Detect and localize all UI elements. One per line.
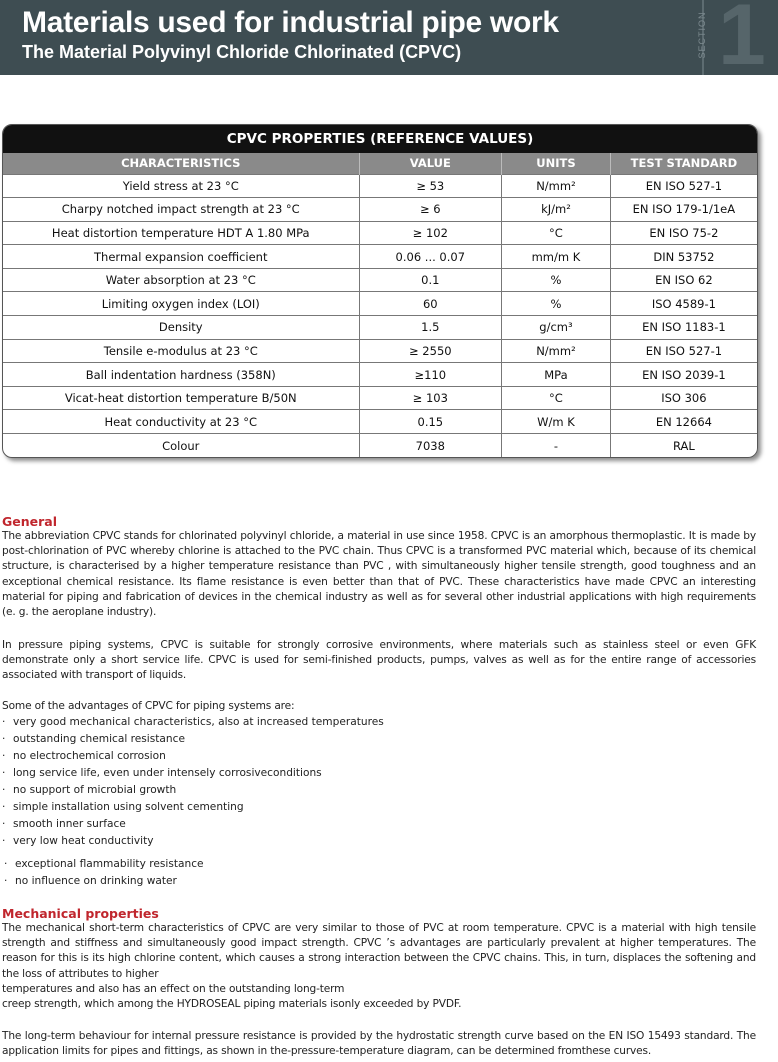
characteristic-cell: Tensile e-modulus at 23 °C [3,339,359,363]
general-heading: General [2,514,57,529]
list-item: · no electrochemical corrosion [2,748,384,765]
mechanical-paragraph-1-line-2: temperatures and also has an effect on the outstanding long-term [2,982,345,995]
test-standard-cell: ISO 306 [610,386,757,410]
table-row [3,339,757,363]
advantages-intro: Some of the advantages of CPVC for piping systems are: [2,700,295,712]
value-cell: 0.1 [359,268,502,292]
characteristic-cell: Yield stress at 23 °C [3,174,359,198]
characteristic-cell: Limiting oxygen index (LOI) [3,292,359,316]
mechanical-paragraph-2: The long-term behaviour for internal pressure resistance is provided by the hydrostatic strength curve based on the EN ISO 15493 standard. The application limits for pipes and fittings, as shown in the-pressure-temperature diagram, can be determined fromthese curves. [2,1030,756,1058]
characteristic-cell: Heat conductivity at 23 °C [3,410,359,434]
mechanical-heading: Mechanical properties [2,906,159,921]
test-standard-cell: EN ISO 62 [610,268,757,292]
page-header [0,0,778,83]
test-standard-cell: EN ISO 1183-1 [610,316,757,340]
list-item: · smooth inner surface [2,816,384,833]
page-title: Materials used for industrial pipe work [22,6,559,39]
section-label: SECTION [697,11,707,59]
value-cell: ≥ 102 [359,221,502,245]
list-item: · very good mechanical characteristics, also at increased temperatures [2,714,384,731]
advantages-list-extra [4,856,204,890]
table-title: CPVC PROPERTIES (REFERENCE VALUES) [3,125,757,153]
test-standard-cell: EN ISO 75-2 [610,221,757,245]
test-standard-cell: ISO 4589-1 [610,292,757,316]
test-standard-cell: DIN 53752 [610,245,757,269]
value-cell: ≥ 53 [359,174,502,198]
value-cell: 1.5 [359,316,502,340]
units-cell: W/m K [502,410,611,434]
characteristic-cell: Charpy notched impact strength at 23 °C [3,198,359,222]
list-item: · long service life, even under intensely corrosiveconditions [2,765,384,782]
characteristic-cell: Colour [3,434,359,458]
test-standard-cell: EN 12664 [610,410,757,434]
mechanical-paragraph-1-line-3: creep strength, which among the HYDROSEAL piping materials isonly exceeded by PVDF. [2,998,462,1011]
list-item: · no influence on drinking water [4,873,204,890]
units-cell: °C [502,221,611,245]
list-item: · simple installation using solvent cementing [2,799,384,816]
table-row [3,410,757,434]
table-row [3,221,757,245]
test-standard-cell: EN ISO 2039-1 [610,363,757,387]
column-header-test-standard: TEST STANDARD [610,153,757,174]
units-cell: MPa [502,363,611,387]
test-standard-cell: EN ISO 179-1/1eA [610,198,757,222]
column-header-value: VALUE [359,153,502,174]
value-cell: 60 [359,292,502,316]
list-item: · outstanding chemical resistance [2,731,384,748]
section-number: 1 [718,0,766,83]
mechanical-paragraph-1-main: The mechanical short-term characteristics of CPVC are very similar to those of PVC at room temperature. CPVC is a material with high tensile strength and stiffness and simultaneously good impact strength. CPVC ’s advantages are particularly prevalent at higher temperatures. The reason for this is its high chlorine content, which causes a strong interaction between the CPVC chains. This, in turn, displaces the softening and the loss of attributes to higher [2,922,756,980]
column-header-units: UNITS [502,153,611,174]
characteristic-cell: Heat distortion temperature HDT A 1.80 MPa [3,221,359,245]
table-row [3,316,757,340]
list-item: · no support of microbial growth [2,782,384,799]
table-row [3,292,757,316]
value-cell: ≥ 2550 [359,339,502,363]
value-cell: ≥110 [359,363,502,387]
units-cell: mm/m K [502,245,611,269]
table-row [3,174,757,198]
units-cell: g/cm³ [502,316,611,340]
value-cell: ≥ 103 [359,386,502,410]
table-row [3,268,757,292]
characteristic-cell: Vicat-heat distortion temperature B/50N [3,386,359,410]
column-header-characteristics: CHARACTERISTICS [3,153,359,174]
properties-table [2,124,758,458]
table-row [3,245,757,269]
units-cell: - [502,434,611,458]
test-standard-cell: RAL [610,434,757,458]
value-cell: 7038 [359,434,502,458]
units-cell: N/mm² [502,339,611,363]
test-standard-cell: EN ISO 527-1 [610,339,757,363]
value-cell: 0.15 [359,410,502,434]
characteristic-cell: Density [3,316,359,340]
general-paragraph-2: In pressure piping systems, CPVC is suitable for strongly corrosive environments, where materials such as stainless steel or even GFK demonstrate only a short service life. CPVC is used for semi-finished products, pumps, valves as well as for the entire range of accessories associated with transport of liquids. [2,639,756,682]
table-body [3,174,757,457]
table-row [3,386,757,410]
value-cell: 0.06 ... 0.07 [359,245,502,269]
test-standard-cell: EN ISO 527-1 [610,174,757,198]
table-row [3,198,757,222]
characteristic-cell: Thermal expansion coefficient [3,245,359,269]
list-item: · very low heat conductivity [2,833,384,850]
units-cell: °C [502,386,611,410]
units-cell: kJ/m² [502,198,611,222]
mechanical-paragraph-1 [2,921,756,1012]
table-row [3,434,757,458]
value-cell: ≥ 6 [359,198,502,222]
page-subtitle: The Material Polyvinyl Chloride Chlorinated (CPVC) [22,42,462,62]
table-row [3,363,757,387]
units-cell: N/mm² [502,174,611,198]
list-item: · exceptional flammability resistance [4,856,204,873]
advantages-list [2,714,384,850]
units-cell: % [502,292,611,316]
units-cell: % [502,268,611,292]
characteristic-cell: Ball indentation hardness (358N) [3,363,359,387]
characteristic-cell: Water absorption at 23 °C [3,268,359,292]
general-paragraph-1: The abbreviation CPVC stands for chlorinated polyvinyl chloride, a material in use since 1958. CPVC is an amorphous thermoplastic. It is made by post-chlorination of PVC whereby chlorine is attached to the PVC chain. Thus CPVC is a transformed PVC material which, because of its chemical structure, is characterised by a higher temperature resistance than PVC , with simultaneously higher tensile strength, good toughness and an exceptional chemical resistance. Its flame resistance is even better than that of PVC. These characteristics have made CPVC an interesting material for piping and fabrication of devices in the chemical industry as well as for several other industrial applications with high requirements (e. g. the aeroplane industry). [2,530,756,619]
